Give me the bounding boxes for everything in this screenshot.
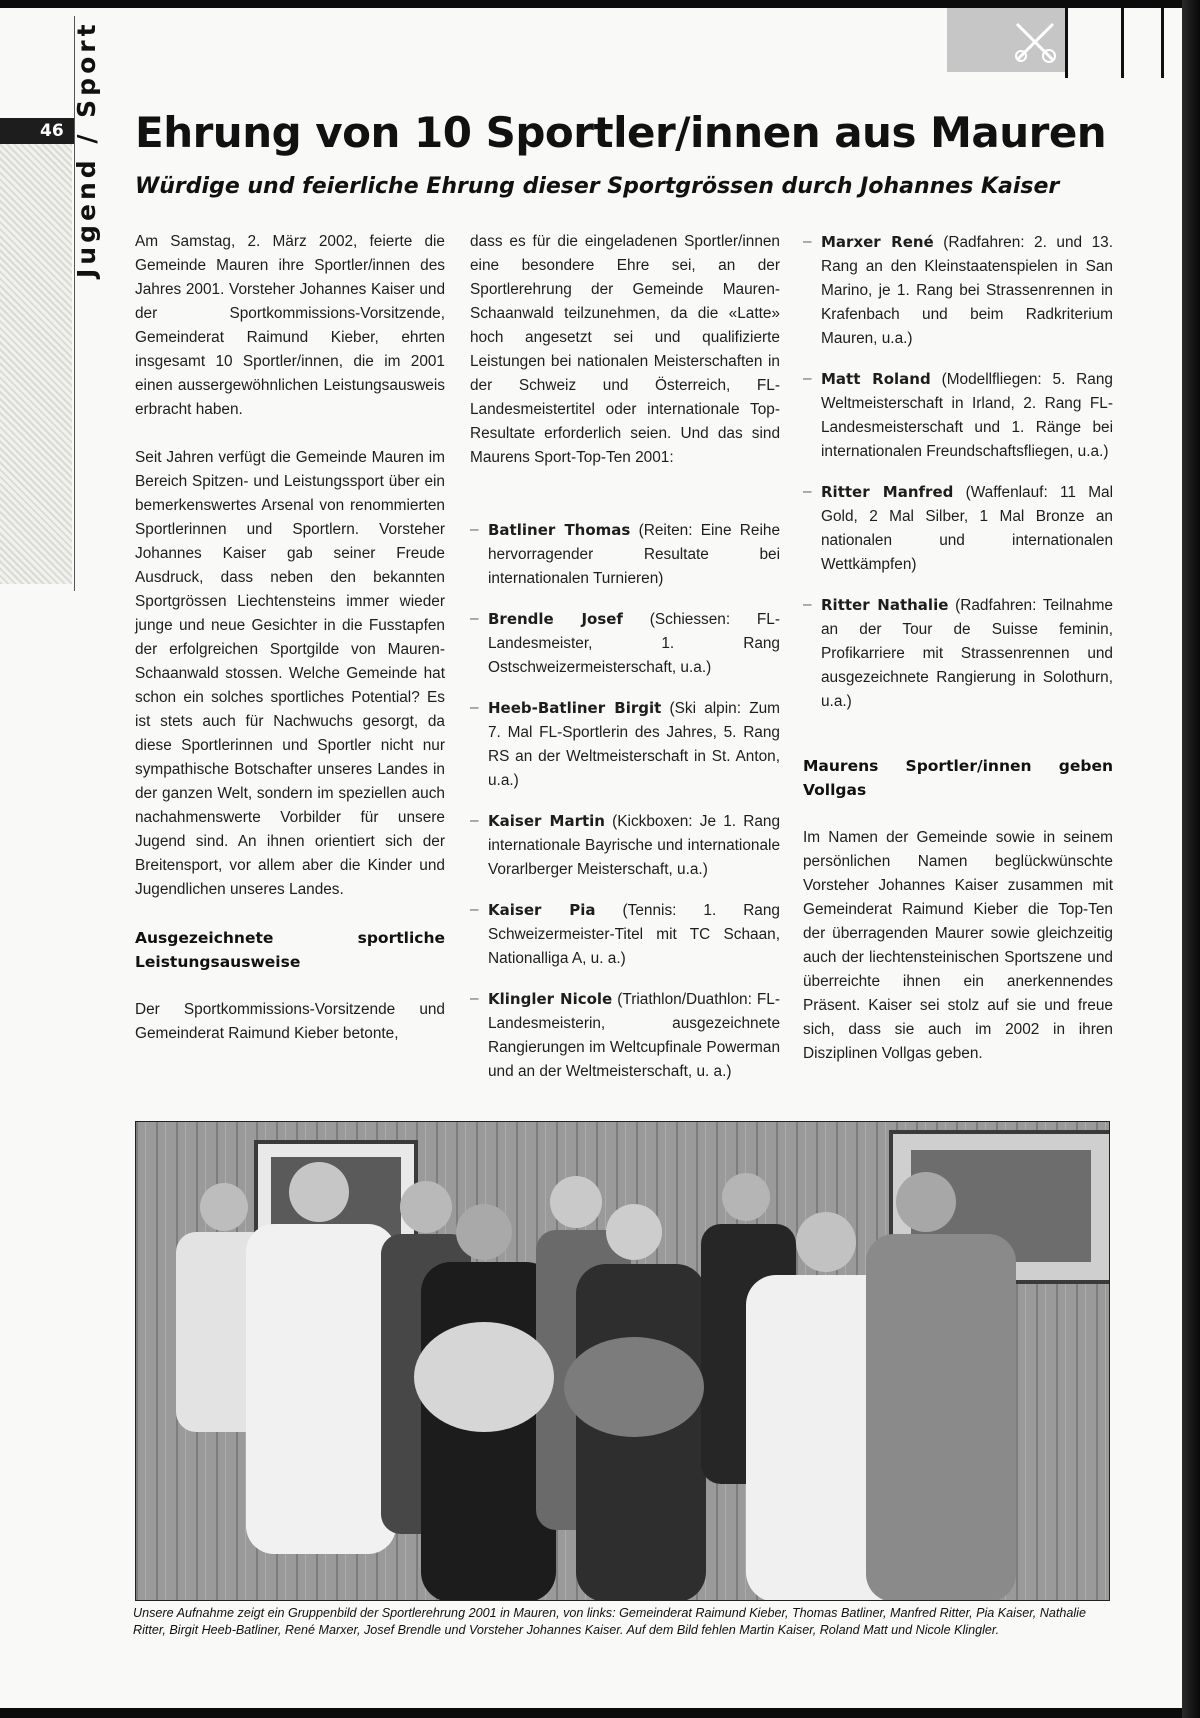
athlete-name: Kaiser Martin [488, 812, 605, 830]
athlete-item: – Kaiser Martin (Kickboxen: Je 1. Rang internationale Bayrische und internationale Vorarlberger Meisterschaft, u.a.) [470, 812, 781, 878]
paragraph: dass es für die eingeladenen Sportler/innen eine besondere Ehre sei, an der Sportlerehrung der Gemeinde Mauren-Schaanwald teilzunehmen, da die «Latte» hoch angesetzt sei und qualifizierte Leistungen bei nationalen Meisterschaften in der Schweiz und Österreich, FL-Landesmeistertitel oder internationale Top-Resultate erforderlich seien. Und das sind Maurens Sport-Top-Ten 2001: [470, 233, 780, 466]
section-heading: Ausgezeichnete sportliche Leistungsausweise [135, 929, 445, 971]
athlete-name: Marxer René [821, 233, 934, 251]
scan-edge [1182, 0, 1200, 1718]
athlete-item: – Matt Roland (Modellfliegen: 5. Rang Weltmeisterschaft in Irland, 2. Rang FL-Landesmeisterschaft und 1. Ränge bei internationalen Freundschaftsfliegen, u.a.) [803, 370, 1113, 460]
section-strip [0, 144, 72, 584]
athlete-achievements: (Radfahren: Teilnahme an der Tour de Suisse feminin, Profikarriere mit Strassenrennen und ausgezeichnete Rangierung in Solothurn, u.a.) [821, 597, 1113, 710]
athlete-name: Matt Roland [821, 370, 931, 388]
column-3 [803, 230, 1113, 1090]
paragraph: Im Namen der Gemeinde sowie in seinem persönlichen Namen beglückwünschte Vorsteher Johannes Kaiser zusammen mit Gemeinderat Raimund Kieber die Top-Ten der überragenden Maurer sowie gleichzeitig auch der liechtensteinischen Sportszene und überreichte ihnen ein anerkennendes Präsent. Kaiser sei stolz auf sie und freue sich, dass sie auch im 2002 in ihren Disziplinen Vollgas geben. [803, 829, 1113, 1062]
header-decoration [947, 8, 1182, 72]
group-photo [135, 1121, 1110, 1601]
athlete-achievements: (Modellfliegen: 5. Rang Weltmeisterschaft in Irland, 2. Rang FL-Landesmeisterschaft und 1. Ränge bei internationalen Freundschaftsfliegen, u.a.) [821, 371, 1113, 460]
magazine-page [0, 8, 1182, 1708]
athlete-name: Brendle Josef [488, 610, 623, 628]
section-label: Jugend / Sport [72, 20, 101, 278]
athlete-achievements: (Radfahren: 2. und 13. Rang an den Kleinstaatenspielen in San Marino, je 1. Rang bei Strassenrennen in Krafenbach und beim Radkriterium Mauren, u.a.) [821, 234, 1113, 347]
section-heading: Maurens Sportler/innen geben Vollgas [803, 757, 1113, 799]
athlete-achievements: (Ski alpin: Zum 7. Mal FL-Sportlerin des Jahres, 5. Rang RS an der Weltmeisterschaft in St. Anton, u.a.) [488, 700, 780, 789]
athlete-item: – Heeb-Batliner Birgit (Ski alpin: Zum 7. Mal FL-Sportlerin des Jahres, 5. Rang RS an der Weltmeisterschaft in St. Anton, u.a.) [470, 699, 780, 789]
athlete-achievements: (Tennis: 1. Rang Schweizermeister-Titel mit TC Schaan, Nationalliga A, u. a.) [488, 902, 780, 967]
athlete-achievements: (Waffenlauf: 11 Mal Gold, 2 Mal Silber, 1 Mal Bronze an nationalen und internationalen Wettkämpfen) [821, 484, 1113, 573]
athlete-name: Ritter Manfred [821, 483, 954, 501]
athlete-name: Kaiser Pia [488, 901, 596, 919]
athlete-achievements: (Triathlon/Duathlon: FL-Landesmeisterin, ausgezeichnete Rangierungen im Weltcupfinale Powerman und an der Weltmeisterschaft, u. a.) [488, 991, 780, 1080]
athlete-achievements: (Schiessen: FL-Landesmeister, 1. Rang Ostschweizermeisterschaft, u.a.) [488, 611, 780, 676]
page-number: 46 [40, 121, 64, 141]
athlete-name: Batliner Thomas [488, 521, 631, 539]
article-subtitle: Würdige und feierliche Ehrung dieser Sportgrössen durch Johannes Kaiser [135, 174, 1060, 199]
crossed-tools-icon [1009, 16, 1061, 68]
column-1 [135, 230, 445, 1070]
athlete-achievements: (Kickboxen: Je 1. Rang internationale Bayrische und internationale Vorarlberger Meisterschaft, u.a.) [488, 813, 781, 878]
article-title: Ehrung von 10 Sportler/innen aus Mauren [135, 108, 1107, 157]
athlete-name: Klingler Nicole [488, 990, 613, 1008]
paragraph: Seit Jahren verfügt die Gemeinde Mauren im Bereich Spitzen- und Leistungssport über ein bemerkenswertes Arsenal von renommierten Sportlerinnen und Sportlern. Vorsteher Johannes Kaiser gab seiner Freude Ausdruck, dass neben den bekannten Sportgrössen Liechtensteins immer wieder junge und neue Gesichter in die Fusstapfen der erfolgreichen Sportgilde von Mauren-Schaanwald stossen. Welche Gemeinde hat schon ein solches sportliches Potential? Es ist stets auch für Nachwuchs gesorgt, da diese Sportlerinnen und Sportler nicht nur sympathische Botschafter unseres Landes in der ganzen Welt, sondern im speziellen auch nachahmenswerte Vorbilder für unsere Jugend sind. An ihnen orientiert sich der Breitensport, vor allem aber die Kinder und Jugendlichen unseres Landes. [135, 449, 445, 898]
paragraph: Am Samstag, 2. März 2002, feierte die Gemeinde Mauren ihre Sportler/innen des Jahres 2001. Vorsteher Johannes Kaiser und der Sportkommissions-Vorsitzende, Gemeinderat Raimund Kieber, ehrten insgesamt 10 Sportler/innen, die im 2001 einen aussergewöhnlichen Leistungsausweis erbracht haben. [135, 233, 445, 418]
athlete-achievements: (Reiten: Eine Reihe hervorragender Resultate bei internationalen Turnieren) [488, 522, 780, 587]
athlete-item: – Ritter Nathalie (Radfahren: Teilnahme an der Tour de Suisse feminin, Profikarriere mit Strassenrennen und ausgezeichnete Rangierung in Solothurn, u.a.) [803, 596, 1113, 710]
athlete-item: – Batliner Thomas (Reiten: Eine Reihe hervorragender Resultate bei internationalen Turnieren) [470, 521, 780, 587]
column-2 [470, 230, 780, 1100]
athlete-item: – Marxer René (Radfahren: 2. und 13. Rang an den Kleinstaatenspielen in San Marino, je 1. Rang bei Strassenrennen in Krafenbach und beim Radkriterium Mauren, u.a.) [803, 233, 1113, 347]
athlete-name: Ritter Nathalie [821, 596, 949, 614]
athlete-item: – Ritter Manfred (Waffenlauf: 11 Mal Gold, 2 Mal Silber, 1 Mal Bronze an nationalen und internationalen Wettkämpfen) [803, 483, 1113, 573]
photo-caption: Unsere Aufnahme zeigt ein Gruppenbild der Sportlerehrung 2001 in Mauren, von links: Gemeinderat Raimund Kieber, Thomas Batliner, Manfred Ritter, Pia Kaiser, Nathalie Ritter, Birgit Heeb-Batliner, René Marxer, Josef Brendle und Vorsteher Johannes Kaiser. Auf dem Bild fehlen Martin Kaiser, Roland Matt und Nicole Klingler. [133, 1606, 1086, 1637]
athlete-item: – Brendle Josef (Schiessen: FL-Landesmeister, 1. Rang Ostschweizermeisterschaft, u.a.) [470, 610, 780, 676]
athlete-name: Heeb-Batliner Birgit [488, 699, 662, 717]
paragraph: Der Sportkommissions-Vorsitzende und Gemeinderat Raimund Kieber betonte, [135, 1001, 445, 1042]
athlete-item: – Klingler Nicole (Triathlon/Duathlon: FL-Landesmeisterin, ausgezeichnete Rangierungen im Weltcupfinale Powerman und an der Weltmeisterschaft, u. a.) [470, 990, 780, 1080]
group-photo-illustration [136, 1122, 1110, 1601]
athlete-item: – Kaiser Pia (Tennis: 1. Rang Schweizermeister-Titel mit TC Schaan, Nationalliga A, u. a.) [470, 901, 780, 967]
